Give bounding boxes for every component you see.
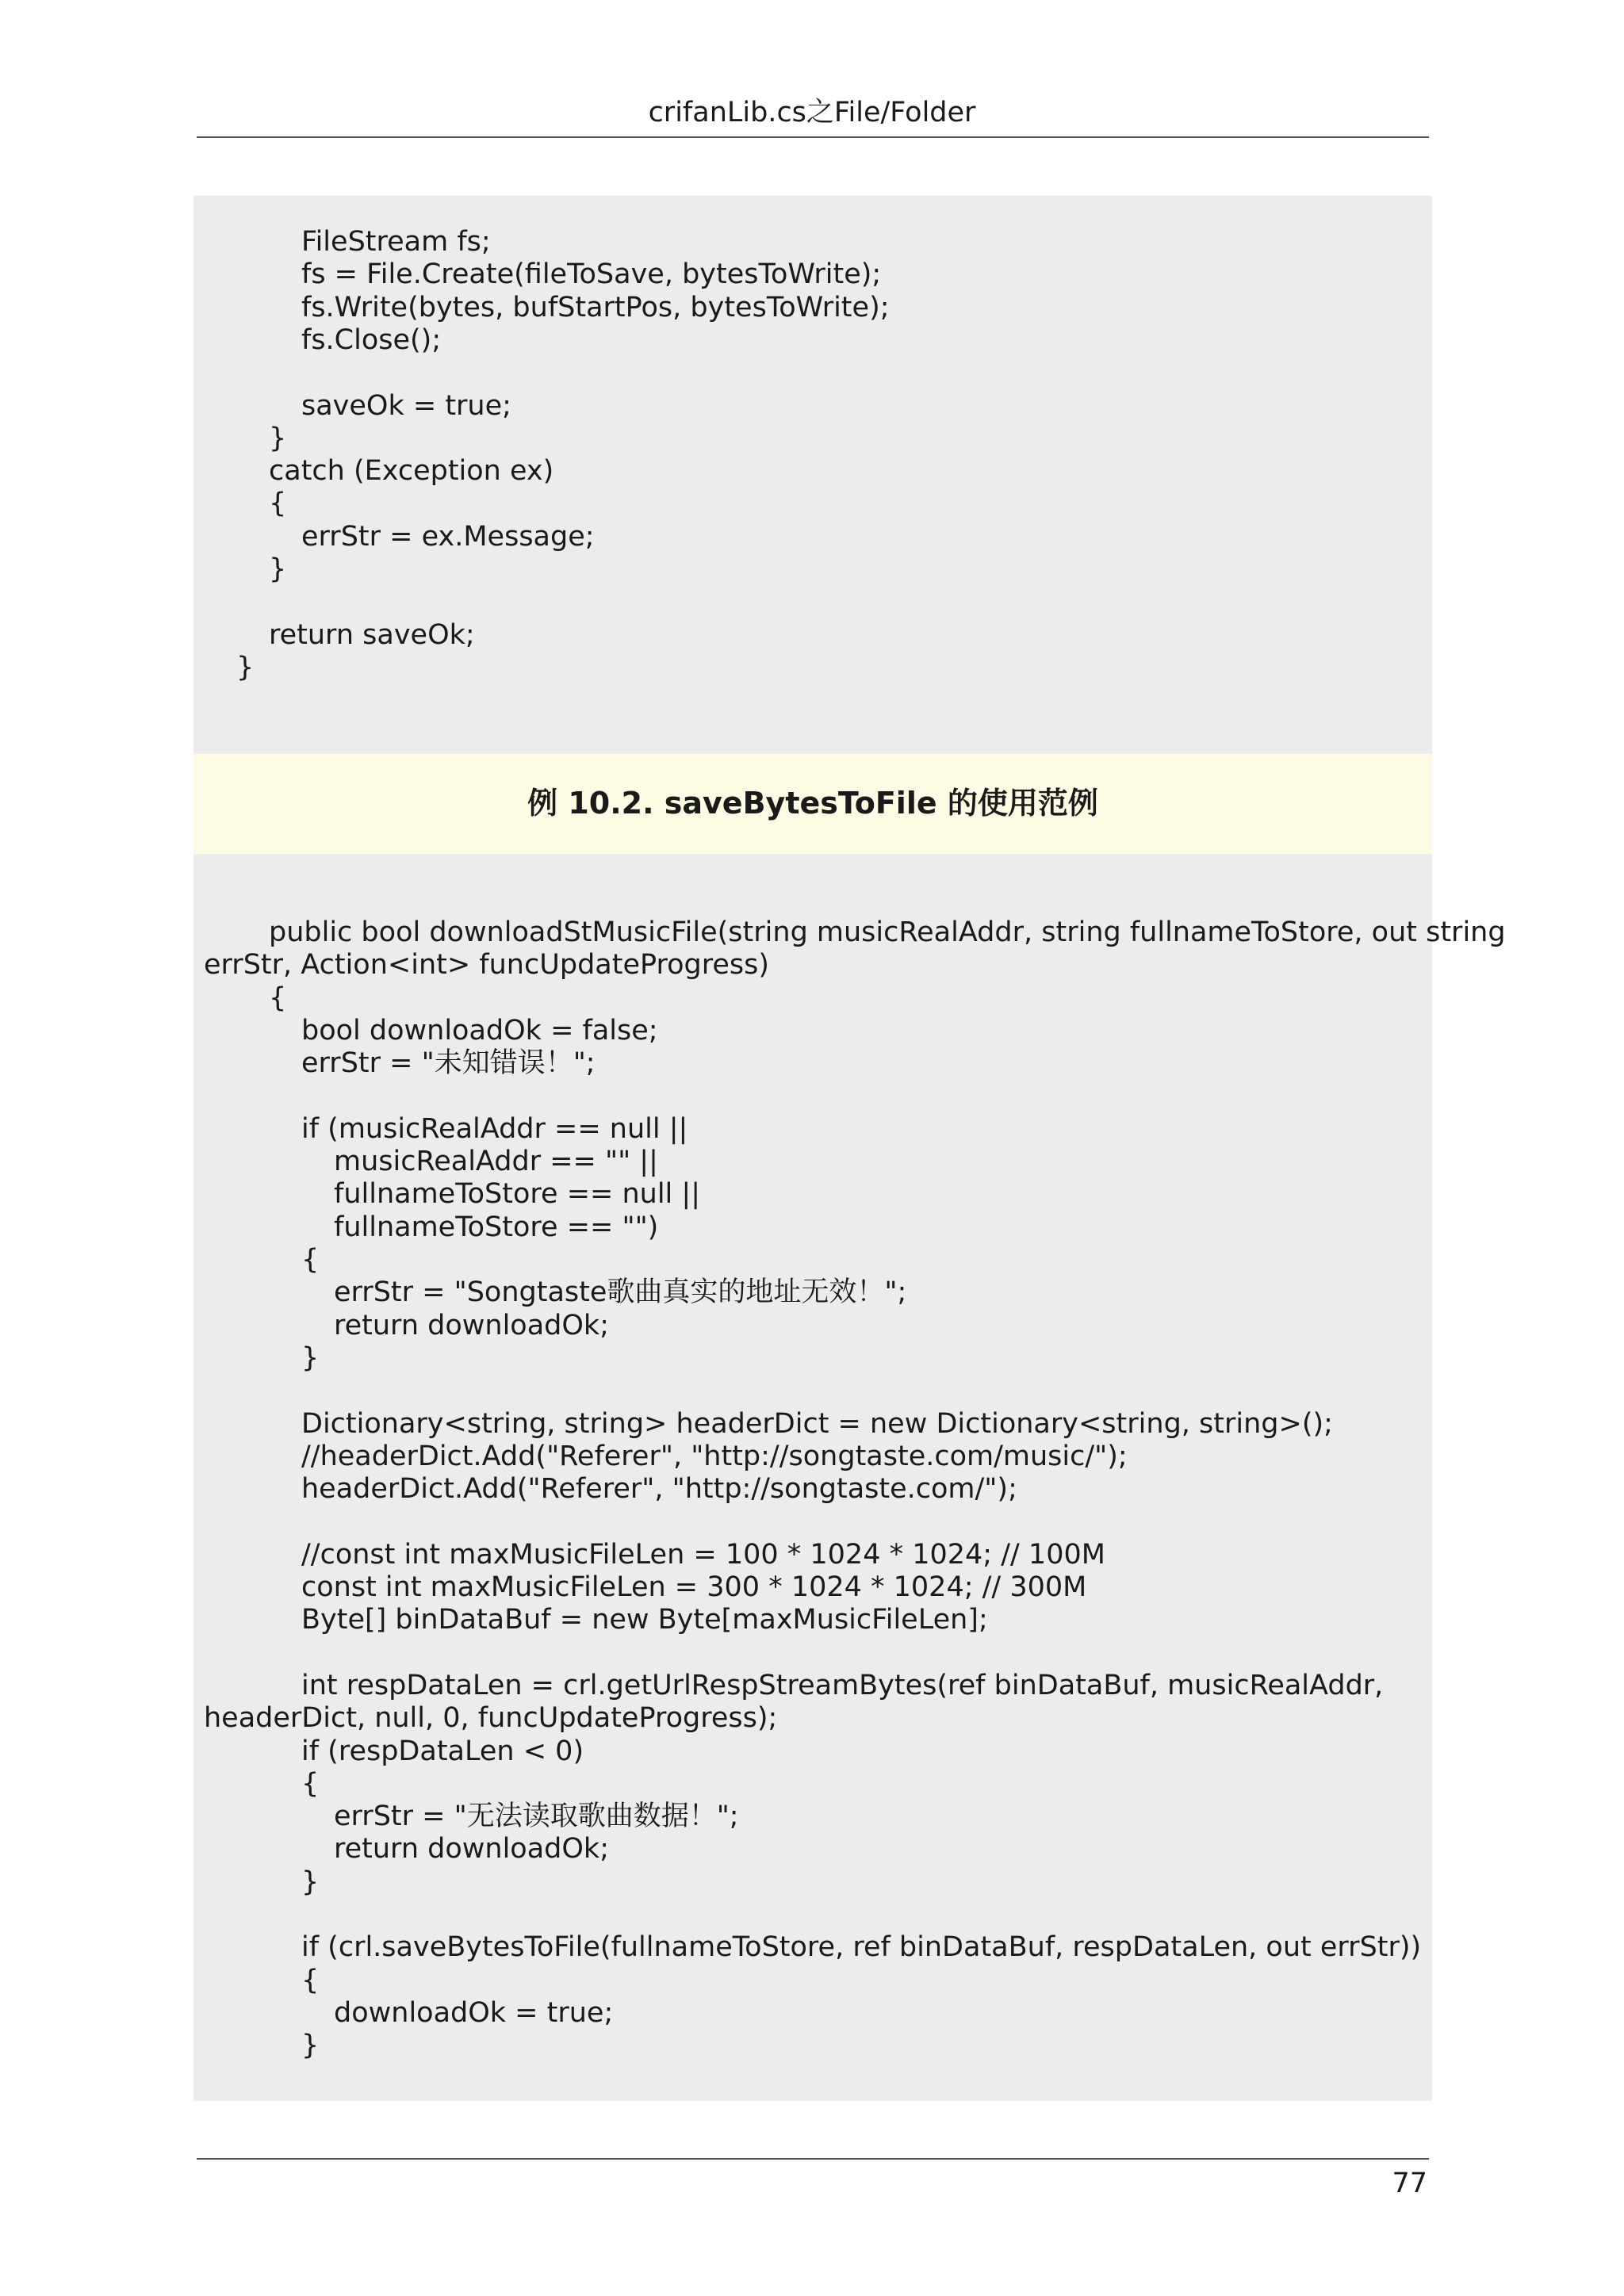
header-divider	[197, 136, 1429, 138]
code-line: }	[301, 1866, 320, 1898]
code-line: downloadOk = true;	[334, 1996, 614, 2029]
code-line: catch (Exception ex)	[269, 455, 554, 488]
code-line: errStr = "Songtaste歌曲真实的地址无效！";	[334, 1276, 907, 1309]
code-line: {	[301, 1767, 320, 1800]
code-line: Dictionary<string, string> headerDict = new Dictionary<string, string>();	[301, 1407, 1333, 1440]
code-line: {	[269, 982, 287, 1014]
code-block-savebytestofile-end	[193, 196, 1432, 754]
code-line: Byte[] binDataBuf = new Byte[maxMusicFileLen];	[301, 1604, 988, 1636]
code-line: }	[269, 422, 287, 454]
code-block-download-example	[193, 854, 1506, 2101]
code-line: return downloadOk;	[334, 1833, 609, 1866]
code-line: if (respDataLen < 0)	[301, 1735, 584, 1767]
code-line: //headerDict.Add("Referer", "http://songtaste.com/music/");	[301, 1440, 1128, 1472]
code-line: musicRealAddr == "" ||	[334, 1146, 658, 1178]
code-line: errStr = ex.Message;	[301, 520, 595, 553]
code-line: fullnameToStore == null ||	[334, 1178, 700, 1211]
code-line: FileStream fs;	[301, 226, 491, 258]
code-line: }	[236, 651, 255, 683]
code-line: fs = File.Create(fileToSave, bytesToWrite);	[301, 258, 882, 291]
code-line: }	[269, 553, 287, 585]
code-line: {	[301, 1244, 320, 1276]
code-line: }	[301, 2030, 320, 2062]
code-line: fs.Close();	[301, 323, 442, 356]
code-line: saveOk = true;	[301, 389, 511, 422]
code-line: fs.Write(bytes, bufStartPos, bytesToWrite);	[301, 291, 890, 323]
code-line: return saveOk;	[269, 618, 475, 651]
code-line: headerDict, null, 0, funcUpdateProgress);	[204, 1702, 778, 1735]
example-caption: 例 10.2. saveBytesToFile 的使用范例	[527, 786, 1098, 821]
example-caption-bar	[193, 754, 1432, 854]
code-line: {	[301, 1964, 320, 1996]
code-line: errStr = "无法读取歌曲数据！";	[334, 1800, 739, 1833]
code-line: return downloadOk;	[334, 1309, 609, 1341]
code-line: errStr, Action<int> funcUpdateProgress)	[204, 949, 770, 982]
code-line: const int maxMusicFileLen = 300 * 1024 * 1024; // 300M	[301, 1571, 1087, 1603]
page-header-title: crifanLib.cs之File/Folder	[648, 97, 976, 128]
code-line: if (musicRealAddr == null ||	[301, 1112, 688, 1145]
code-line: bool downloadOk = false;	[301, 1014, 658, 1047]
code-line: //const int maxMusicFileLen = 100 * 1024 * 1024; // 100M	[301, 1538, 1105, 1571]
code-line: fullnameToStore == "")	[334, 1211, 659, 1243]
code-line: if (crl.saveBytesToFile(fullnameToStore, ref binDataBuf, respDataLen, out errStr))	[301, 1931, 1422, 1964]
code-line: int respDataLen = crl.getUrlRespStreamBytes(ref binDataBuf, musicRealAddr,	[301, 1669, 1384, 1701]
code-line: }	[301, 1341, 320, 1374]
code-line: {	[269, 488, 287, 520]
footer-divider	[197, 2158, 1429, 2160]
code-line: public bool downloadStMusicFile(string musicRealAddr, string fullnameToStore, out string	[269, 916, 1506, 948]
page-number: 77	[1392, 2168, 1427, 2199]
code-line: headerDict.Add("Referer", "http://songtaste.com/");	[301, 1473, 1017, 1506]
code-line: errStr = "未知错误！";	[301, 1047, 596, 1080]
